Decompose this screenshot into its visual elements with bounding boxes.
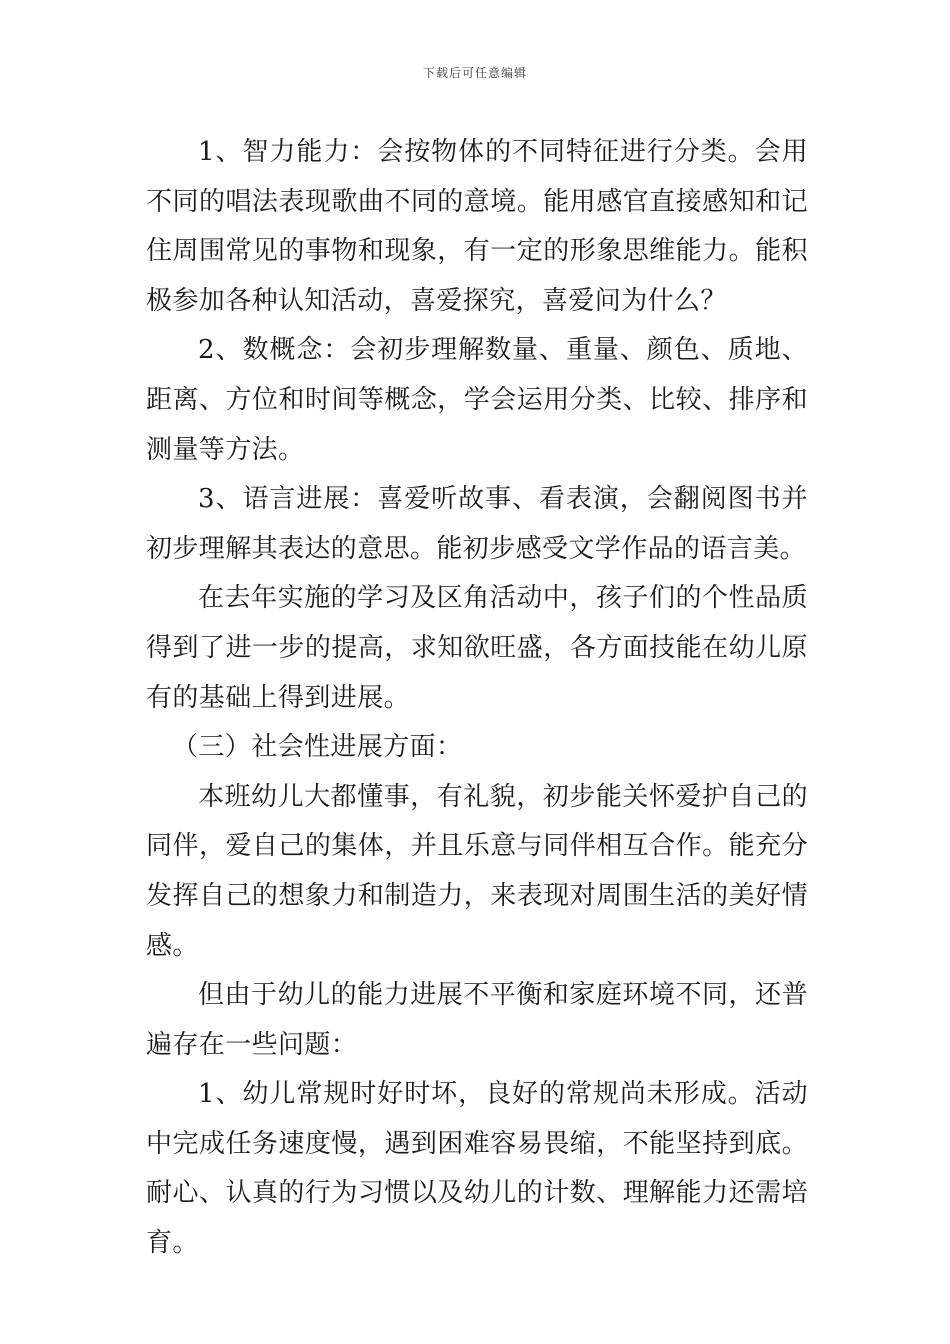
paragraph-problem-routines: 1、幼儿常规时好时坏，良好的常规尚未形成。活动中完成任务速度慢，遇到困难容易畏缩，不能坚持到底。耐心、认真的行为习惯以及幼儿的计数、理解能力还需培育。 <box>146 1079 808 1259</box>
paragraph-learning-activities: 在去年实施的学习及区角活动中，孩子们的个性品质得到了进一步的提高，求知欲旺盛，各方面技能在幼儿原有的基础上得到进展。 <box>146 583 808 713</box>
paragraph-language-development: 3、语言进展：喜爱听故事、看表演，会翻阅图书并初步理解其表达的意思。能初步感受文学作品的语言美。 <box>146 484 808 564</box>
paragraph-number-concept: 2、数概念：会初步理解数量、重量、颜色、质地、距离、方位和时间等概念，学会运用分类、比较、排序和测量等方法。 <box>146 335 808 465</box>
header-note: 下载后可任意编辑 <box>422 66 527 80</box>
paragraph-problems-intro: 但由于幼儿的能力进展不平衡和家庭环境不同，还普遍存在一些问题： <box>146 980 808 1060</box>
document-body <box>146 128 808 1269</box>
paragraph-intellectual-ability: 1、智力能力：会按物体的不同特征进行分类。会用不同的唱法表现歌曲不同的意境。能用感官直接感知和记住周围常见的事物和现象，有一定的形象思维能力。能积极参加各种认知活动，喜爱探究，喜爱问为什么？ <box>146 137 808 316</box>
paragraph-class-social-behavior: 本班幼儿大都懂事，有礼貌，初步能关怀爱护自己的同伴，爱自己的集体，并且乐意与同伴相互合作。能充分发挥自己的想象力和制造力，来表现对周围生活的美好情感。 <box>146 781 808 961</box>
section-heading-social-development: （三）社会性进展方面： <box>172 732 463 763</box>
